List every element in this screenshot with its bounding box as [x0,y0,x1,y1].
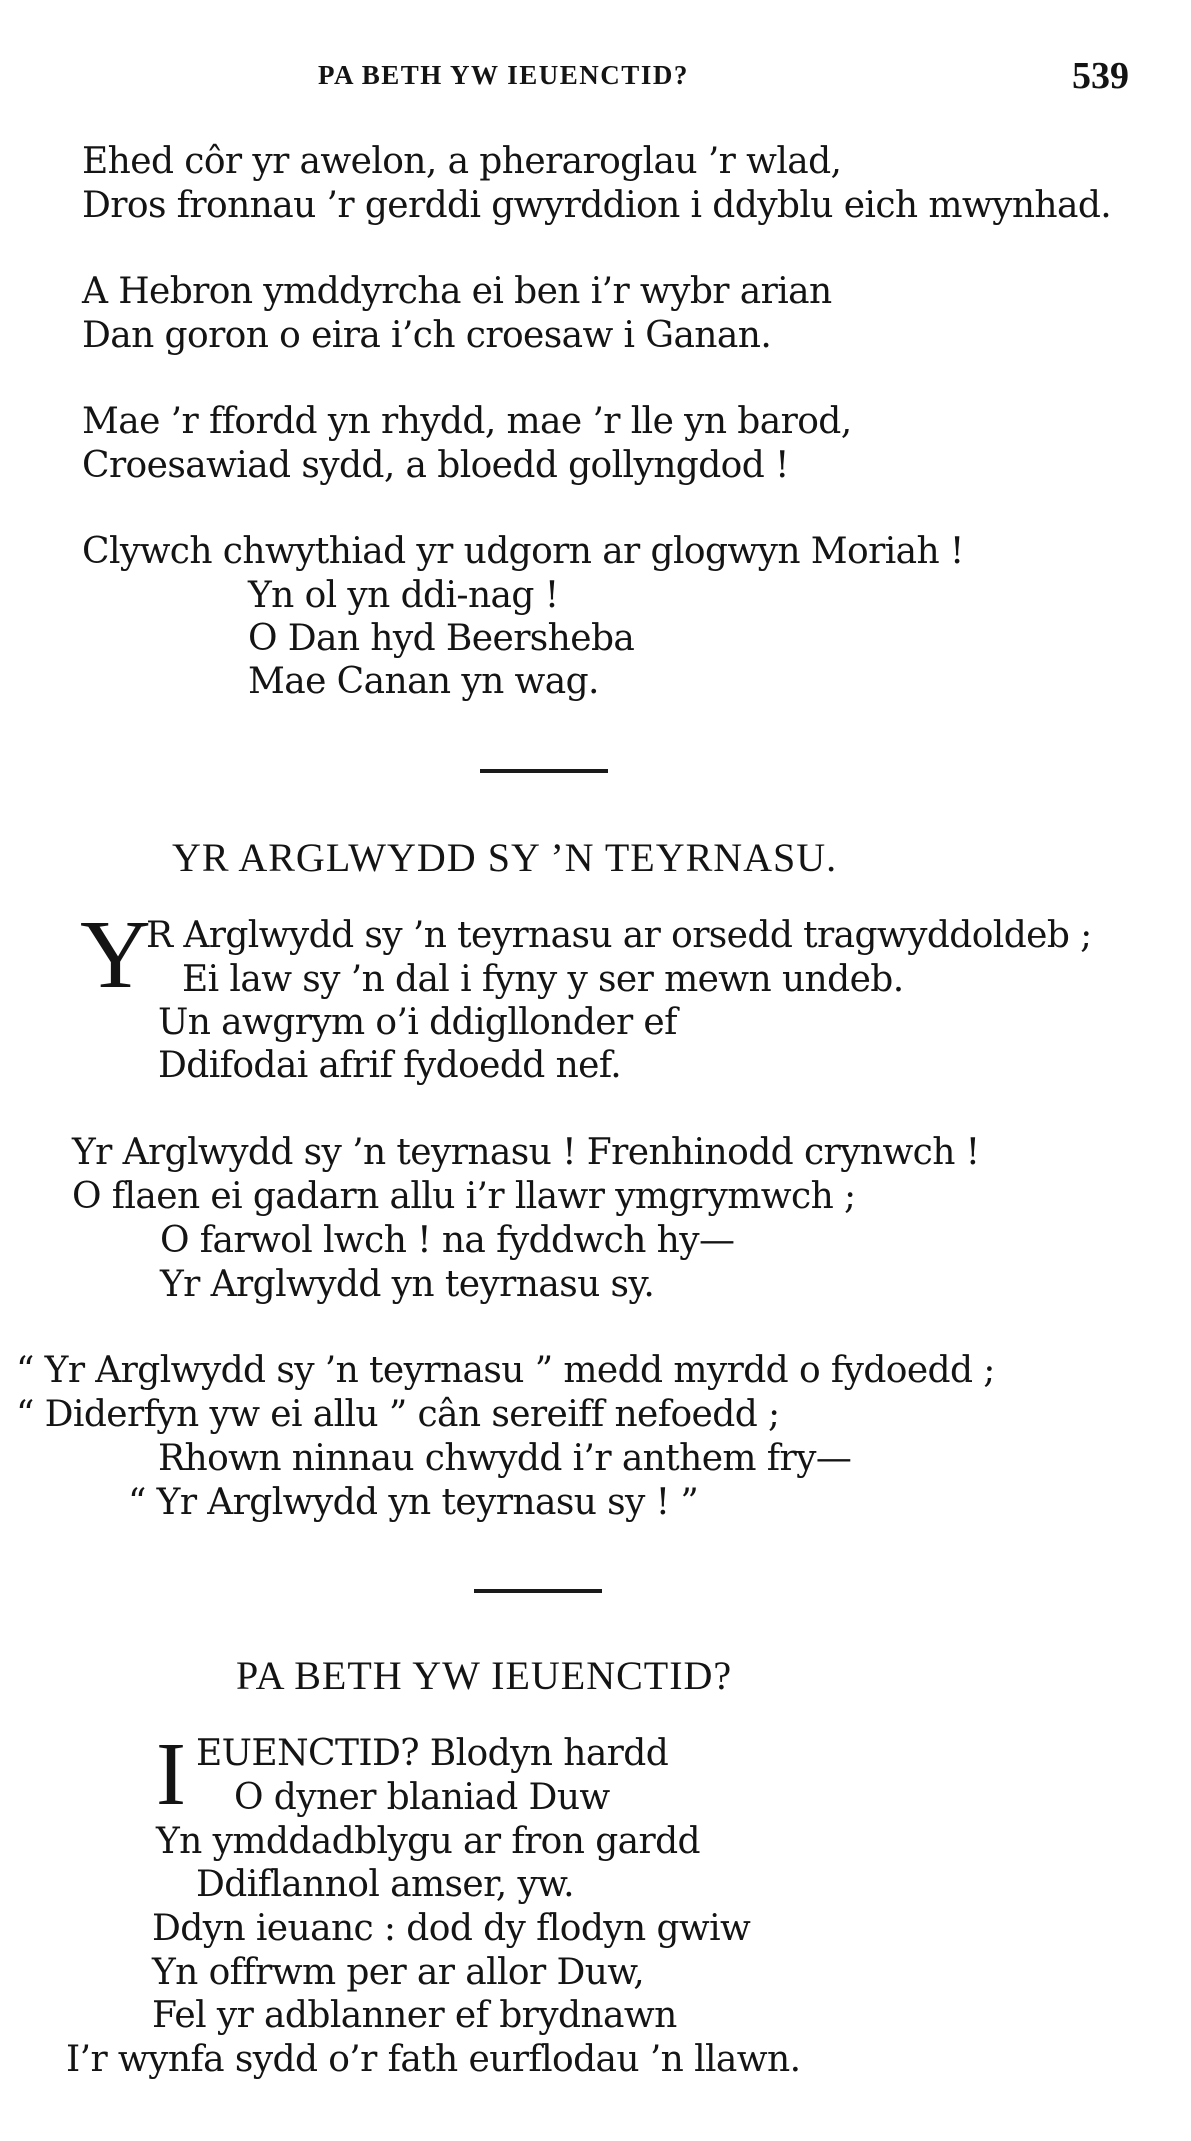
poem-title: YR ARGLWYDD SY ’N TEYRNASU. [172,835,838,880]
verse-line: Ddiflannol amser, yw. [196,1864,574,1905]
verse-line: Croesawiad sydd, a bloedd gollyngdod ! [82,445,789,486]
verse-line: O dyner blaniad Duw [234,1777,610,1818]
verse-line: Yn ymddadblygu ar fron gardd [156,1821,700,1862]
drop-cap: I [156,1725,186,1824]
verse-line: Ddifodai afrif fydoedd nef. [158,1045,622,1086]
verse-line: Mae Canan yn wag. [248,661,599,702]
verse-line: Dros fronnau ’r gerddi gwyrddion i ddyblu eich mwynhad. [82,185,1112,226]
verse-line: Ei law sy ’n dal i fyny y ser mewn undeb. [182,959,904,1000]
verse-line: Un awgrym o’i ddigllonder ef [158,1002,677,1043]
poem-title: PA BETH YW IEUENCTID? [236,1653,733,1698]
verse-line: Dan goron o eira i’ch croesaw i Ganan. [82,315,772,356]
verse-line: “ Yr Arglwydd yn teyrnasu sy ! ” [128,1482,699,1523]
section-divider [480,769,608,773]
verse-line: Clywch chwythiad yr udgorn ar glogwyn Moriah ! [82,531,964,572]
verse-line: I’r wynfa sydd o’r fath eurflodau ’n llawn. [66,2039,801,2080]
verse-line: Fel yr adblanner ef brydnawn [152,1995,677,2036]
verse-line: Yn offrwm per ar allor Duw, [152,1952,645,1993]
verse-line: Mae ’r ffordd yn rhydd, mae ’r lle yn barod, [82,401,852,442]
verse-line: O Dan hyd Beersheba [248,618,635,659]
drop-cap: Y [80,901,151,1009]
verse-line: Yr Arglwydd yn teyrnasu sy. [160,1264,655,1305]
verse-line: R Arglwydd sy ’n teyrnasu ar orsedd tragwyddoldeb ; [146,915,1092,956]
verse-line: Ddyn ieuanc : dod dy flodyn gwiw [152,1908,751,1949]
running-title: PA BETH YW IEUENCTID? [318,60,689,90]
verse-line: Yn ol yn ddi-nag ! [248,575,559,616]
page-number: 539 [1072,55,1129,97]
verse-line: Rhown ninnau chwydd i’r anthem fry— [158,1438,852,1479]
verse-line: Ehed côr yr awelon, a pheraroglau ’r wlad, [82,141,842,182]
section-divider [474,1589,602,1593]
verse-line: EUENCTID? Blodyn hardd [196,1733,669,1774]
verse-line: A Hebron ymddyrcha ei ben i’r wybr arian [82,271,832,312]
verse-line: Yr Arglwydd sy ’n teyrnasu ! Frenhinodd crynwch ! [72,1132,980,1173]
page-header [0,54,1191,104]
verse-line: “ Diderfyn yw ei allu ” cân sereiff nefoedd ; [16,1394,780,1435]
verse-line: O flaen ei gadarn allu i’r llawr ymgrymwch ; [72,1176,856,1217]
verse-line: O farwol lwch ! na fyddwch hy— [160,1220,735,1261]
verse-line: “ Yr Arglwydd sy ’n teyrnasu ” medd myrdd o fydoedd ; [16,1350,995,1391]
